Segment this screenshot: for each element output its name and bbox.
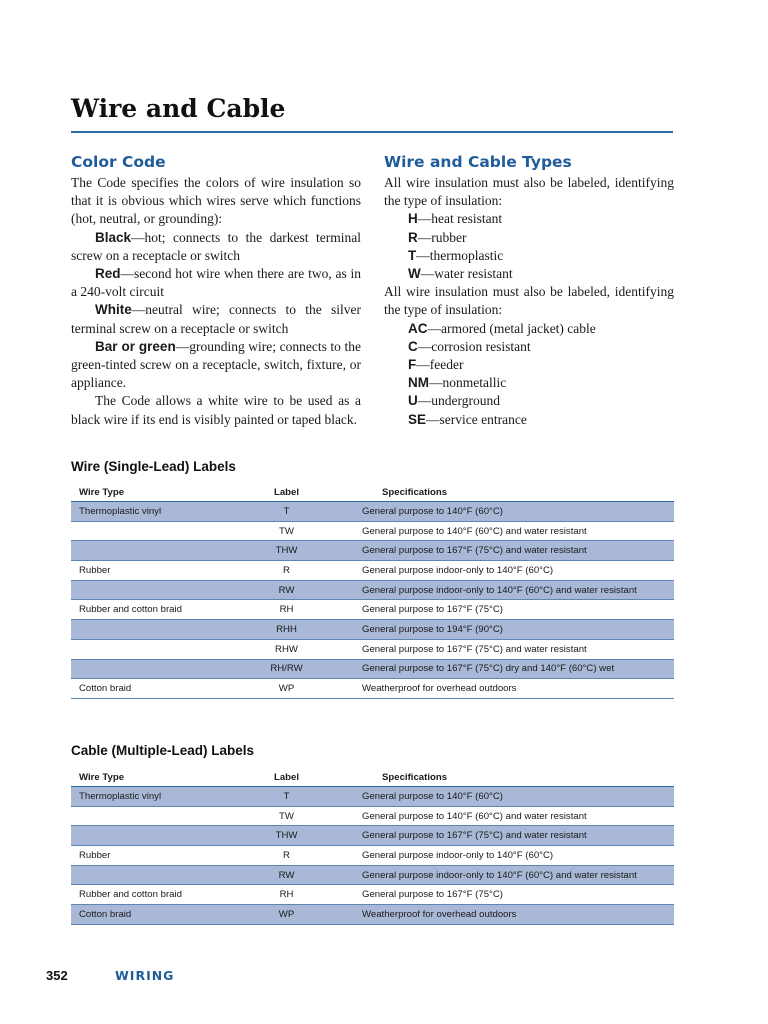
type-desc: —thermoplastic (416, 247, 504, 263)
color-term: Bar or green (95, 338, 176, 354)
page-title: Wire and Cable (71, 94, 286, 123)
cell-specification: General purpose to 167°F (75°C) and water resistant (324, 541, 674, 561)
col-header-wire-type: Wire Type (71, 768, 249, 787)
cell-wire-type: Thermoplastic vinyl (71, 787, 249, 807)
cell-wire-type (71, 865, 249, 885)
cell-label: T (249, 502, 324, 522)
table-row (71, 826, 674, 846)
cell-specification: General purpose to 167°F (75°C) (324, 885, 674, 905)
type-item (384, 374, 674, 392)
cell-label: THW (249, 541, 324, 561)
cell-label: RH (249, 600, 324, 620)
cell-wire-type: Thermoplastic vinyl (71, 502, 249, 522)
type-code: W (408, 266, 421, 282)
color-term: Black (95, 229, 132, 245)
color-code-heading: Color Code (71, 153, 166, 171)
type-desc: —armored (metal jacket) cable (427, 320, 596, 336)
type-item (384, 265, 674, 283)
table-row (71, 521, 674, 541)
col-header-specifications: Specifications (324, 768, 674, 787)
type-item (384, 392, 674, 410)
cell-specification: General purpose to 167°F (75°C) dry and 140°F (60°C) wet (324, 659, 674, 679)
cell-specification: General purpose to 140°F (60°C) and water resistant (324, 521, 674, 541)
type-item (384, 229, 674, 247)
color-item-white (71, 301, 361, 337)
color-term: White (95, 302, 132, 318)
cell-wire-type: Cotton braid (71, 679, 249, 699)
wire-types-heading: Wire and Cable Types (384, 153, 572, 171)
cell-wire-type (71, 620, 249, 640)
wire-types-section (384, 152, 674, 429)
type-desc: —feeder (416, 357, 464, 373)
cable-labels-table (71, 768, 674, 925)
cell-wire-type (71, 541, 249, 561)
type-desc: —heat resistant (417, 211, 503, 227)
cell-specification: General purpose to 167°F (75°C) and water resistant (324, 826, 674, 846)
cell-label: WP (249, 679, 324, 699)
type-item (384, 247, 674, 265)
color-desc: —hot; connects to the darkest terminal screw on a receptacle or switch (71, 229, 361, 263)
cell-label: WP (249, 905, 324, 925)
color-item-red (71, 265, 361, 301)
table-row (71, 659, 674, 679)
cell-label: RW (249, 865, 324, 885)
cell-specification: General purpose to 167°F (75°C) (324, 600, 674, 620)
cell-wire-type: Rubber and cotton braid (71, 885, 249, 905)
cell-label: RW (249, 580, 324, 600)
cell-wire-type (71, 659, 249, 679)
table-row (71, 580, 674, 600)
cell-wire-type: Cotton braid (71, 905, 249, 925)
cell-specification: General purpose to 167°F (75°C) and water resistant (324, 639, 674, 659)
cell-wire-type (71, 521, 249, 541)
cell-wire-type (71, 806, 249, 826)
cell-label: R (249, 561, 324, 581)
table-row (71, 865, 674, 885)
color-code-body (71, 174, 361, 429)
cell-specification: Weatherproof for overhead outdoors (324, 905, 674, 925)
table-row (71, 679, 674, 699)
cell-specification: General purpose to 140°F (60°C) (324, 787, 674, 807)
section-name: WIRING (115, 968, 175, 983)
cell-label: R (249, 846, 324, 866)
col-header-wire-type: Wire Type (71, 483, 249, 502)
table-row (71, 806, 674, 826)
wire-labels-table (71, 483, 674, 699)
table-header-row (71, 483, 674, 502)
type-desc: —service entrance (426, 411, 527, 427)
table-row (71, 787, 674, 807)
table-row (71, 600, 674, 620)
title-divider (71, 131, 673, 133)
cell-specification: General purpose indoor-only to 140°F (60°C) (324, 846, 674, 866)
type-code: NM (408, 375, 429, 391)
color-desc: —neutral wire; connects to the silver terminal screw on a receptacle or switch (71, 302, 361, 336)
wire-types-body (384, 174, 674, 429)
type-desc: —underground (417, 393, 500, 409)
cell-label: TW (249, 521, 324, 541)
color-code-section (71, 152, 361, 429)
cell-specification: General purpose to 140°F (60°C) (324, 502, 674, 522)
col-header-specifications: Specifications (324, 483, 674, 502)
table-row (71, 541, 674, 561)
cell-specification: General purpose indoor-only to 140°F (60°C) (324, 561, 674, 581)
table-row (71, 502, 674, 522)
type-code: C (408, 338, 418, 354)
cell-label: THW (249, 826, 324, 846)
type-code: U (408, 393, 418, 409)
type-desc: —rubber (417, 229, 467, 245)
cell-label: RH (249, 885, 324, 905)
cell-specification: Weatherproof for overhead outdoors (324, 679, 674, 699)
color-item-green (71, 338, 361, 393)
type-code: R (408, 229, 418, 245)
color-code-note: The Code allows a white wire to be used as a black wire if its end is visibly painted or taped black. (71, 393, 361, 427)
type-desc: —nonmetallic (429, 375, 507, 391)
cell-label: RHW (249, 639, 324, 659)
type-code: T (408, 247, 417, 263)
type-desc: —water resistant (420, 266, 513, 282)
table-row (71, 905, 674, 925)
type-item (384, 356, 674, 374)
table-header-row (71, 768, 674, 787)
cell-label: T (249, 787, 324, 807)
cell-wire-type (71, 639, 249, 659)
color-term: Red (95, 266, 121, 282)
cell-specification: General purpose indoor-only to 140°F (60°C) and water resistant (324, 580, 674, 600)
type-item (384, 320, 674, 338)
types-intro-1: All wire insulation must also be labeled, identifying the type of insulation: (384, 175, 674, 209)
cell-specification: General purpose to 140°F (60°C) and water resistant (324, 806, 674, 826)
wire-table-title: Wire (Single-Lead) Labels (71, 459, 236, 474)
cell-specification: General purpose to 194°F (90°C) (324, 620, 674, 640)
cell-specification: General purpose indoor-only to 140°F (60°C) and water resistant (324, 865, 674, 885)
color-desc: —second hot wire when there are two, as in a 240-volt circuit (71, 266, 361, 300)
type-code: H (408, 211, 418, 227)
table-row (71, 620, 674, 640)
type-item (384, 411, 674, 429)
cell-wire-type: Rubber (71, 561, 249, 581)
cell-label: TW (249, 806, 324, 826)
color-desc: —grounding wire; connects to the green-tinted screw on a receptacle, switch, fixture, or appliance. (71, 338, 361, 391)
types-intro-2: All wire insulation must also be labeled, identifying the type of insulation: (384, 284, 674, 318)
type-code: F (408, 357, 417, 373)
cell-wire-type: Rubber and cotton braid (71, 600, 249, 620)
color-item-black (71, 229, 361, 265)
col-header-label: Label (249, 483, 324, 502)
cell-wire-type: Rubber (71, 846, 249, 866)
col-header-label: Label (249, 768, 324, 787)
table-row (71, 639, 674, 659)
table-row (71, 561, 674, 581)
cell-wire-type (71, 580, 249, 600)
cell-label: RHH (249, 620, 324, 640)
type-code: SE (408, 411, 427, 427)
type-item (384, 338, 674, 356)
cable-table-title: Cable (Multiple-Lead) Labels (71, 743, 255, 758)
cell-label: RH/RW (249, 659, 324, 679)
type-desc: —corrosion resistant (417, 338, 531, 354)
type-item (384, 210, 674, 228)
table-row (71, 846, 674, 866)
page-number: 352 (46, 968, 68, 983)
cell-wire-type (71, 826, 249, 846)
type-code: AC (408, 320, 428, 336)
table-row (71, 885, 674, 905)
color-code-intro: The Code specifies the colors of wire insulation so that it is obvious which wires serve which functions (hot, neutral, or grounding): (71, 175, 361, 227)
